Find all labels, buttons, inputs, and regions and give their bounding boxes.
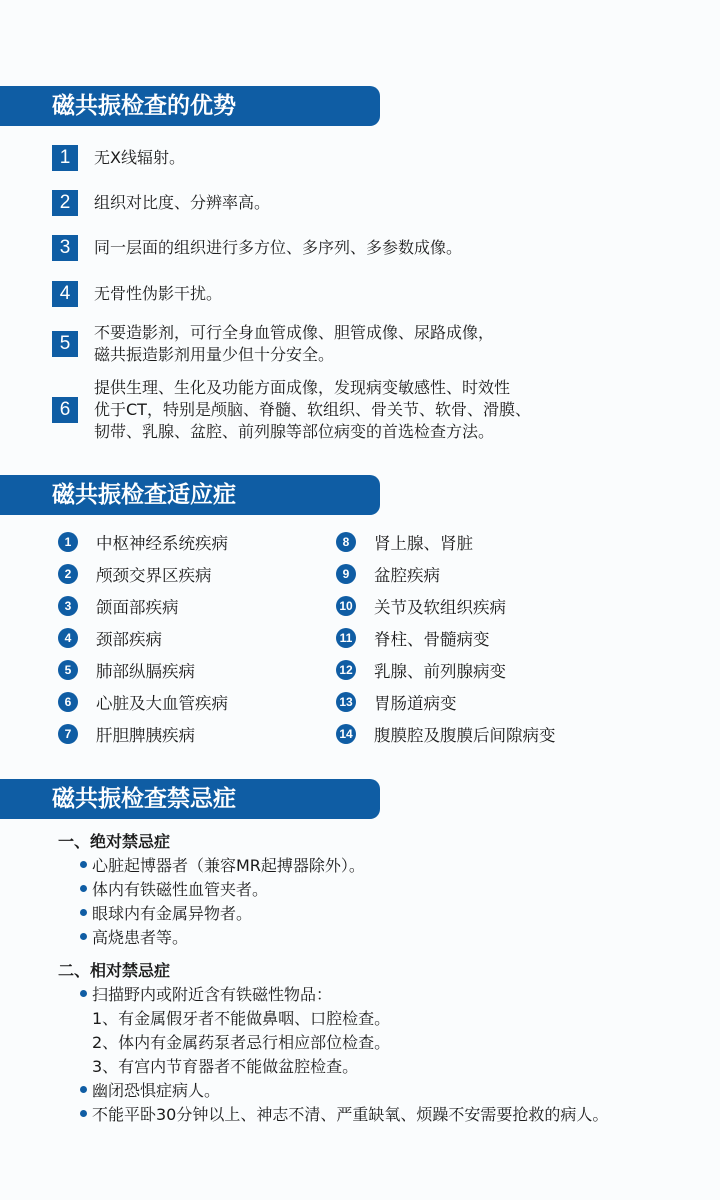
indication-item-10 xyxy=(336,594,506,618)
relative-item xyxy=(80,1078,220,1101)
bullet-dot xyxy=(80,885,87,892)
number-badge: 5 xyxy=(52,331,78,357)
absolute-contraindications-title: 一、绝对禁忌症 xyxy=(58,832,171,851)
indication-item-7 xyxy=(58,722,195,746)
advantage-text xyxy=(94,377,531,443)
indication-text: 肺部纵膈疾病 xyxy=(96,662,195,681)
advantage-text: 无X线辐射。 xyxy=(94,148,185,167)
bullet-dot xyxy=(80,909,87,916)
absolute-item-text: 体内有铁磁性血管夹者。 xyxy=(92,880,269,899)
advantage-text: 无骨性伪影干扰。 xyxy=(94,284,223,303)
section-title-advantages: 磁共振检查的优势 xyxy=(0,86,380,126)
number-circle: 9 xyxy=(336,564,356,584)
advantage-item-2 xyxy=(52,190,270,216)
number-circle: 13 xyxy=(336,692,356,712)
relative-intro-text: 扫描野内或附近含有铁磁性物品： xyxy=(92,985,333,1004)
number-circle: 4 xyxy=(58,628,78,648)
number-circle: 2 xyxy=(58,564,78,584)
bullet-dot xyxy=(80,990,87,997)
indication-text: 肝胆脾胰疾病 xyxy=(96,726,195,745)
number-badge: 2 xyxy=(52,190,78,216)
relative-sub-item: 1、有金属假牙者不能做鼻咽、口腔检查。 xyxy=(92,1009,391,1028)
indication-text: 肾上腺、肾脏 xyxy=(374,534,473,553)
bullet-dot xyxy=(80,861,87,868)
indication-item-8 xyxy=(336,530,473,554)
relative-contraindications-title: 二、相对禁忌症 xyxy=(58,961,171,980)
indication-text: 心脏及大血管疾病 xyxy=(96,694,228,713)
relative-sub-item: 3、有宫内节育器者不能做盆腔检查。 xyxy=(92,1057,359,1076)
advantage-text xyxy=(94,322,494,366)
advantage-item-4 xyxy=(52,281,222,307)
relative-intro xyxy=(80,982,332,1005)
number-circle: 8 xyxy=(336,532,356,552)
number-circle: 11 xyxy=(336,628,356,648)
advantage-line: 韧带、乳腺、盆腔、前列腺等部位病变的首选检查方法。 xyxy=(94,422,495,441)
number-badge: 4 xyxy=(52,281,78,307)
indication-item-12 xyxy=(336,658,506,682)
number-circle: 10 xyxy=(336,596,356,616)
relative-sub-item: 2、体内有金属药泵者忌行相应部位检查。 xyxy=(92,1033,391,1052)
absolute-item xyxy=(80,877,268,900)
indication-text: 颅颈交界区疾病 xyxy=(96,566,212,585)
indication-item-9 xyxy=(336,562,440,586)
number-badge: 1 xyxy=(52,145,78,171)
number-circle: 1 xyxy=(58,532,78,552)
advantage-line: 磁共振造影剂用量少但十分安全。 xyxy=(94,345,335,364)
advantage-item-5 xyxy=(52,322,494,366)
indication-text: 脊柱、骨髓病变 xyxy=(374,630,490,649)
indication-text: 乳腺、前列腺病变 xyxy=(374,662,506,681)
absolute-item-text: 眼球内有金属异物者。 xyxy=(92,904,253,923)
number-circle: 6 xyxy=(58,692,78,712)
absolute-item xyxy=(80,853,365,876)
absolute-item-text: 心脏起博器者（兼容MR起搏器除外）。 xyxy=(92,856,365,875)
advantage-item-6 xyxy=(52,377,531,443)
absolute-item xyxy=(80,901,252,924)
number-circle: 3 xyxy=(58,596,78,616)
advantage-line: 提供生理、生化及功能方面成像，发现病变敏感性、时效性 xyxy=(94,378,511,397)
indication-text: 关节及软组织疾病 xyxy=(374,598,506,617)
indication-text: 颈部疾病 xyxy=(96,630,162,649)
bullet-dot xyxy=(80,933,87,940)
advantage-item-1 xyxy=(52,145,185,171)
indication-item-14 xyxy=(336,722,556,746)
number-circle: 5 xyxy=(58,660,78,680)
absolute-item xyxy=(80,925,188,948)
advantage-text: 同一层面的组织进行多方位、多序列、多参数成像。 xyxy=(94,238,463,257)
indication-text: 胃肠道病变 xyxy=(374,694,457,713)
indication-text: 盆腔疾病 xyxy=(374,566,440,585)
bullet-dot xyxy=(80,1110,87,1117)
indication-item-4 xyxy=(58,626,162,650)
indication-item-13 xyxy=(336,690,457,714)
number-badge: 3 xyxy=(52,235,78,261)
absolute-item-text: 高烧患者等。 xyxy=(92,928,189,947)
number-circle: 12 xyxy=(336,660,356,680)
indication-item-3 xyxy=(58,594,179,618)
section-title-contraindications: 磁共振检查禁忌症 xyxy=(0,779,380,819)
advantage-line: 优于CT，特别是颅脑、脊髓、软组织、骨关节、软骨、滑膜、 xyxy=(94,400,531,419)
relative-item xyxy=(80,1102,608,1125)
bullet-dot xyxy=(80,1086,87,1093)
advantage-text: 组织对比度、分辨率高。 xyxy=(94,193,271,212)
relative-item-text: 不能平卧30分钟以上、神志不清、严重缺氧、烦躁不安需要抢救的病人。 xyxy=(92,1105,609,1124)
section-title-indications: 磁共振检查适应症 xyxy=(0,475,380,515)
indication-item-6 xyxy=(58,690,228,714)
number-circle: 7 xyxy=(58,724,78,744)
number-circle: 14 xyxy=(336,724,356,744)
indication-item-11 xyxy=(336,626,490,650)
advantage-line: 不要造影剂，可行全身血管成像、胆管成像、尿路成像， xyxy=(94,323,495,342)
indication-item-5 xyxy=(58,658,195,682)
indication-text: 颌面部疾病 xyxy=(96,598,179,617)
number-badge: 6 xyxy=(52,397,78,423)
relative-item-text: 幽闭恐惧症病人。 xyxy=(92,1081,221,1100)
indication-text: 腹膜腔及腹膜后间隙病变 xyxy=(374,726,556,745)
indication-text: 中枢神经系统疾病 xyxy=(96,534,228,553)
advantage-item-3 xyxy=(52,235,462,261)
indication-item-1 xyxy=(58,530,228,554)
indication-item-2 xyxy=(58,562,212,586)
